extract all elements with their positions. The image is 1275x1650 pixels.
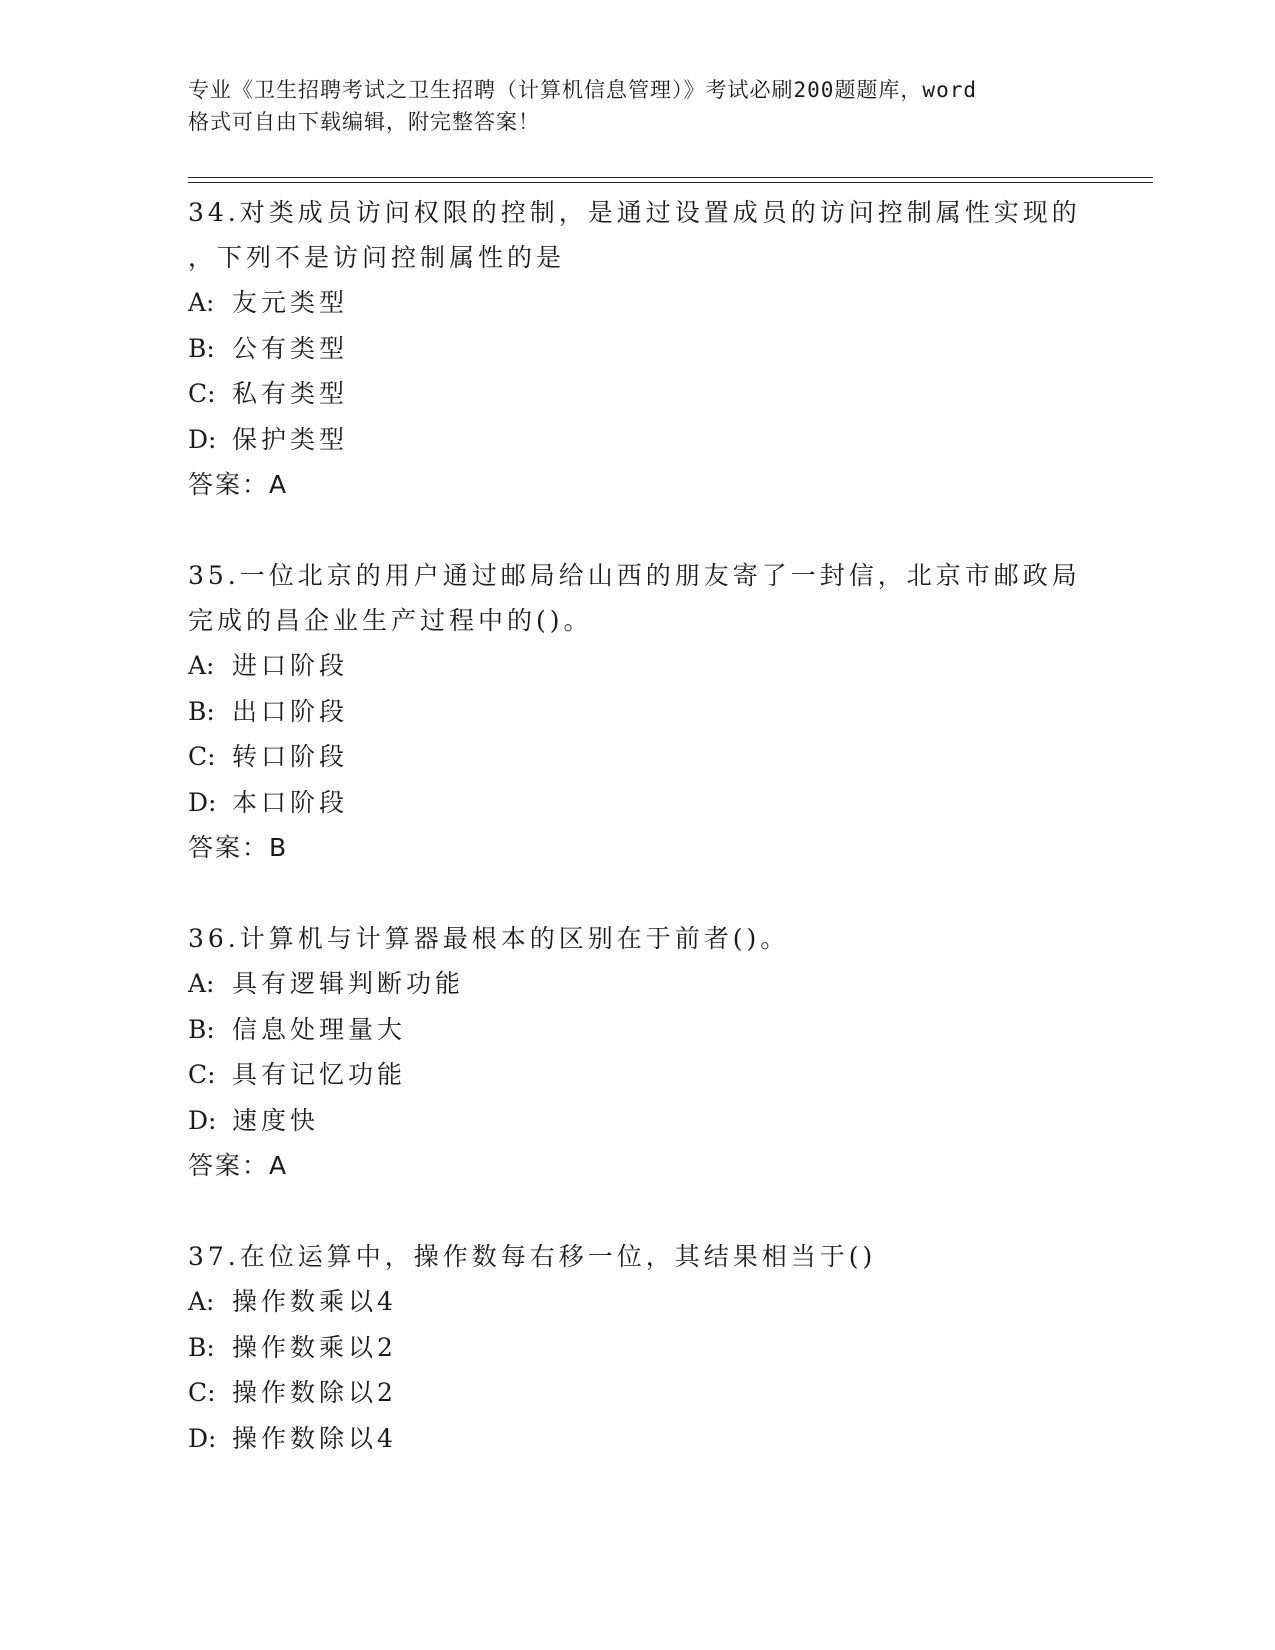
option-d: [188, 417, 1128, 463]
header-divider-top: [188, 177, 1153, 178]
header-line-1: 专业《卫生招聘考试之卫生招聘（计算机信息管理）》考试必刷200题题库，word: [188, 78, 977, 102]
option-b: [188, 326, 1128, 372]
question-stem-line: 36.计算机与计算器最根本的区别在于前者()。: [188, 924, 790, 953]
question-spacer: [188, 870, 1128, 916]
question-spacer: [188, 507, 1128, 553]
answer-line: 答案：A: [188, 1151, 289, 1180]
option-letter: C:: [188, 379, 216, 408]
document-header: [188, 74, 1088, 138]
option-text: 具有记忆功能: [232, 1060, 407, 1089]
option-d: [188, 780, 1128, 826]
question-spacer: [188, 1188, 1128, 1234]
question-37: [188, 1234, 1128, 1461]
option-c: [188, 734, 1128, 780]
option-letter: C:: [188, 1060, 216, 1089]
option-text: 速度快: [232, 1105, 320, 1135]
option-letter: A:: [188, 1287, 215, 1316]
option-letter: B:: [188, 1014, 215, 1044]
option-text: 本口阶段: [232, 787, 349, 817]
question-list: [188, 190, 1128, 1461]
option-b: [188, 689, 1128, 735]
option-d: [188, 1416, 1128, 1462]
option-text: 操作数除以4: [232, 1423, 397, 1453]
option-letter: B:: [188, 1332, 215, 1362]
option-text: 保护类型: [232, 424, 349, 454]
question-35: [188, 553, 1128, 870]
option-letter: D:: [188, 1105, 217, 1135]
question-stem-line: 完成的昌企业生产过程中的()。: [188, 606, 593, 635]
option-letter: C:: [188, 1378, 216, 1407]
option-a: [188, 643, 1128, 689]
option-text: 私有类型: [232, 379, 349, 408]
option-text: 出口阶段: [232, 696, 349, 726]
option-text: 信息处理量大: [232, 1014, 407, 1044]
option-letter: D:: [188, 787, 217, 817]
option-a: [188, 961, 1128, 1007]
question-34: [188, 190, 1128, 507]
option-letter: A:: [188, 651, 215, 680]
option-c: [188, 371, 1128, 417]
option-letter: B:: [188, 333, 215, 363]
option-letter: D:: [188, 1423, 217, 1453]
option-letter: A:: [188, 288, 215, 317]
option-c: [188, 1370, 1128, 1416]
answer-line: 答案：B: [188, 833, 289, 862]
option-b: [188, 1007, 1128, 1053]
option-a: [188, 1279, 1128, 1325]
question-stem-line: ，下列不是访问控制属性的是: [188, 243, 566, 272]
option-c: [188, 1052, 1128, 1098]
option-text: 公有类型: [232, 333, 349, 363]
option-d: [188, 1098, 1128, 1144]
option-letter: A:: [188, 969, 215, 998]
header-line-2: 格式可自由下载编辑，附完整答案！: [188, 110, 540, 134]
question-stem-line: 35.一位北京的用户通过邮局给山西的朋友寄了一封信，北京市邮政局: [188, 561, 1081, 590]
question-stem-line: 34.对类成员访问权限的控制，是通过设置成员的访问控制属性实现的: [188, 198, 1081, 227]
option-text: 操作数乘以4: [232, 1287, 397, 1316]
header-divider-bottom: [188, 182, 1153, 183]
option-letter: D:: [188, 424, 217, 454]
question-36: [188, 916, 1128, 1188]
answer-line: 答案：A: [188, 470, 289, 499]
option-text: 具有逻辑判断功能: [232, 969, 465, 998]
option-text: 操作数除以2: [232, 1378, 397, 1407]
option-a: [188, 280, 1128, 326]
option-letter: B:: [188, 696, 215, 726]
option-text: 进口阶段: [232, 651, 349, 680]
option-text: 友元类型: [232, 288, 349, 317]
option-text: 转口阶段: [232, 742, 349, 771]
option-letter: C:: [188, 742, 216, 771]
question-stem-line: 37.在位运算中，操作数每右移一位，其结果相当于(): [188, 1242, 877, 1271]
option-b: [188, 1325, 1128, 1371]
option-text: 操作数乘以2: [232, 1332, 397, 1362]
